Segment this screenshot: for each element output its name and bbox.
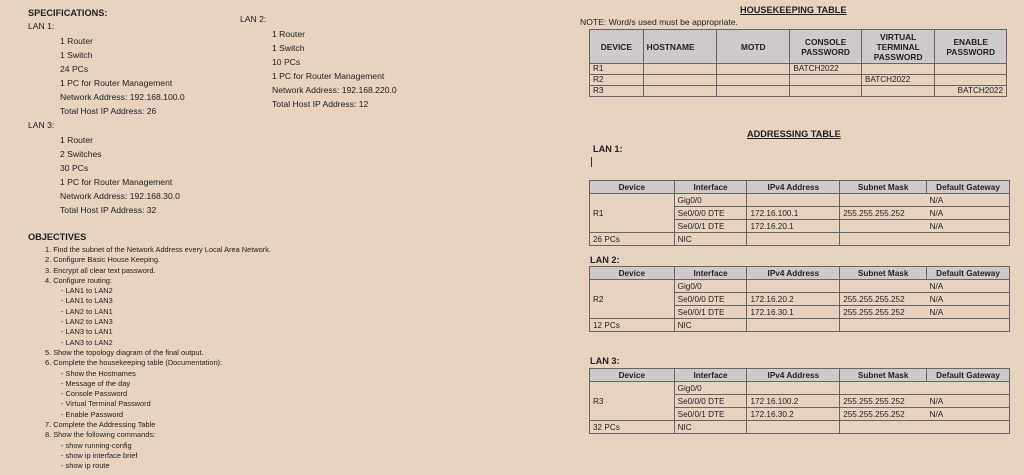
- table-cell: [747, 421, 840, 434]
- table-cell: N/A: [927, 293, 1010, 306]
- spec-line: 1 Switch: [272, 43, 305, 53]
- table-cell: Gig0/0: [674, 280, 747, 293]
- table-row: [590, 382, 1010, 395]
- objective-subline: - LAN1 to LAN2: [61, 286, 113, 296]
- header-cell: ENABLE PASSWORD: [935, 30, 1007, 64]
- table-cell: [747, 194, 840, 207]
- header-cell: Device: [590, 369, 675, 382]
- objective-line: 4. Configure routing:: [45, 275, 112, 285]
- objective-subline: - LAN2 to LAN3: [61, 317, 113, 327]
- lan1-specs: [60, 34, 185, 118]
- table-cell: 172.16.20.2: [747, 293, 840, 306]
- table-cell: BATCH2022: [861, 75, 934, 86]
- table-cell: R1: [590, 64, 644, 75]
- device-cell: R3: [590, 382, 675, 421]
- table-cell: 255.255.255.252: [840, 293, 927, 306]
- lan2-specs: [272, 27, 397, 111]
- table-cell: [840, 382, 927, 395]
- lan1-label: LAN 1:: [28, 21, 55, 31]
- table-cell: [643, 86, 716, 97]
- table-cell: NIC: [674, 319, 747, 332]
- table-cell: N/A: [927, 395, 1010, 408]
- spec-line: 10 PCs: [272, 57, 301, 67]
- header-cell: CONSOLE PASSWORD: [790, 30, 862, 64]
- addressing-table-lan1: [589, 180, 1010, 246]
- pcs-cell: 26 PCs: [590, 233, 675, 246]
- table-cell: Se0/0/1 DTE: [674, 408, 747, 421]
- table-row: [590, 319, 1010, 332]
- table-header-row: [590, 181, 1010, 194]
- table-cell: [840, 280, 927, 293]
- table-cell: Se0/0/0 DTE: [674, 207, 747, 220]
- lan3-specs: [60, 133, 180, 217]
- objective-subline: - LAN2 to LAN1: [61, 306, 113, 316]
- objective-subline: - Console Password: [61, 389, 128, 399]
- table-cell: 255.255.255.252: [840, 207, 927, 220]
- spec-line: 2 Switches: [60, 149, 102, 159]
- table-cell: [717, 75, 790, 86]
- table-cell: Gig0/0: [674, 194, 747, 207]
- objective-line: 5. Show the topology diagram of the final output.: [45, 347, 204, 357]
- objectives-list: [45, 245, 271, 472]
- table-cell: [747, 233, 840, 246]
- objective-subline: - Show the Hostnames: [61, 368, 136, 378]
- spec-line: Network Address: 192.168.30.0: [60, 191, 180, 201]
- spec-line: Network Address: 192.168.220.0: [272, 85, 397, 95]
- table-cell: 255.255.255.252: [840, 306, 927, 319]
- objective-subline: - Virtual Terminal Password: [61, 399, 151, 409]
- table-cell: N/A: [927, 194, 1010, 207]
- table-row: [590, 194, 1010, 207]
- table-cell: NIC: [674, 233, 747, 246]
- spec-line: 30 PCs: [60, 163, 89, 173]
- housekeeping-title: HOUSEKEEPING TABLE: [740, 5, 847, 15]
- table-header-row: [590, 267, 1010, 280]
- header-cell: Subnet Mask: [840, 369, 927, 382]
- objective-line: 6. Complete the housekeeping table (Documentation):: [45, 358, 223, 368]
- addressing-table-lan3: [589, 368, 1010, 434]
- table-cell: [840, 194, 927, 207]
- header-cell: DEVICE: [590, 30, 644, 64]
- objective-subline: - show ip interface brief: [61, 450, 138, 460]
- table-cell: [717, 64, 790, 75]
- addressing-table-lan2: [589, 266, 1010, 332]
- objective-line: 8. Show the following commands:: [45, 430, 156, 440]
- objective-subline: - LAN3 to LAN1: [61, 327, 113, 337]
- spec-line: 1 PC for Router Management: [272, 71, 385, 81]
- table-cell: [861, 64, 934, 75]
- table-cell: 172.16.20.1: [747, 220, 840, 233]
- header-cell: Default Gateway: [927, 369, 1010, 382]
- text-cursor: [591, 157, 592, 167]
- spec-line: Total Host IP Address: 26: [60, 106, 157, 116]
- objective-subline: - Message of the day: [61, 378, 131, 388]
- header-cell: Default Gateway: [927, 181, 1010, 194]
- spec-line: 1 PC for Router Management: [60, 78, 173, 88]
- header-cell: Subnet Mask: [840, 267, 927, 280]
- pcs-cell: 32 PCs: [590, 421, 675, 434]
- objective-line: 2. Configure Basic House Keeping.: [45, 255, 161, 265]
- table-cell: [790, 75, 862, 86]
- objective-subline: - LAN3 to LAN2: [61, 337, 113, 347]
- table-cell: 255.255.255.252: [840, 395, 927, 408]
- header-cell: Subnet Mask: [840, 181, 927, 194]
- table-row: [590, 64, 1007, 75]
- objective-line: 3. Encrypt all clear text password.: [45, 265, 156, 275]
- table-row: [590, 280, 1010, 293]
- table-cell: BATCH2022: [935, 86, 1007, 97]
- table-cell: R3: [590, 86, 644, 97]
- table-cell: N/A: [927, 207, 1010, 220]
- table-cell: 172.16.100.2: [747, 395, 840, 408]
- table-cell: Se0/0/1 DTE: [674, 306, 747, 319]
- table-cell: Gig0/0: [674, 382, 747, 395]
- header-cell: Device: [590, 267, 675, 280]
- header-cell: HOSTNAME: [643, 30, 716, 64]
- table-cell: [935, 75, 1007, 86]
- lan1-section-label: LAN 1:: [593, 144, 623, 154]
- spec-line: 1 Router: [60, 36, 93, 46]
- objective-subline: - show ip route: [61, 461, 110, 471]
- spec-line: Network Address: 192.168.100.0: [60, 92, 185, 102]
- header-cell: IPv4 Address: [747, 181, 840, 194]
- table-cell: [643, 64, 716, 75]
- objective-subline: - Enable Password: [61, 409, 124, 419]
- objective-subline: - show running-config: [61, 440, 132, 450]
- table-cell: [840, 220, 927, 233]
- device-cell: R2: [590, 280, 675, 319]
- table-cell: [643, 75, 716, 86]
- lan2-section-label: LAN 2:: [590, 255, 620, 265]
- table-row: [590, 421, 1010, 434]
- table-cell: N/A: [927, 280, 1010, 293]
- table-cell: [840, 421, 927, 434]
- table-cell: [935, 64, 1007, 75]
- objective-line: 7. Complete the Addressing Table: [45, 420, 156, 430]
- table-cell: [927, 319, 1010, 332]
- header-cell: Device: [590, 181, 675, 194]
- table-cell: N/A: [927, 408, 1010, 421]
- table-cell: [861, 86, 934, 97]
- spec-line: 24 PCs: [60, 64, 89, 74]
- table-row: [590, 75, 1007, 86]
- header-cell: Interface: [674, 369, 747, 382]
- table-cell: [747, 280, 840, 293]
- table-cell: 172.16.100.1: [747, 207, 840, 220]
- header-cell: MOTD: [717, 30, 790, 64]
- table-header-row: [590, 30, 1007, 64]
- table-cell: 172.16.30.2: [747, 408, 840, 421]
- table-cell: [840, 233, 927, 246]
- table-cell: Se0/0/1 DTE: [674, 220, 747, 233]
- table-cell: N/A: [927, 306, 1010, 319]
- table-cell: BATCH2022: [790, 64, 862, 75]
- header-cell: IPv4 Address: [747, 267, 840, 280]
- table-cell: 172.16.30.1: [747, 306, 840, 319]
- header-cell: Interface: [674, 181, 747, 194]
- addressing-title: ADDRESSING TABLE: [747, 129, 841, 139]
- table-header-row: [590, 369, 1010, 382]
- header-cell: IPv4 Address: [747, 369, 840, 382]
- lan2-label: LAN 2:: [240, 14, 267, 24]
- spec-line: 1 Router: [60, 135, 93, 145]
- lan3-section-label: LAN 3:: [590, 356, 620, 366]
- pcs-cell: 12 PCs: [590, 319, 675, 332]
- table-cell: [927, 382, 1010, 395]
- housekeeping-table: [589, 29, 1007, 97]
- table-cell: R2: [590, 75, 644, 86]
- lan3-label: LAN 3:: [28, 120, 55, 130]
- table-cell: [927, 421, 1010, 434]
- header-cell: Default Gateway: [927, 267, 1010, 280]
- table-cell: [790, 86, 862, 97]
- table-row: [590, 233, 1010, 246]
- housekeeping-note: NOTE: Word/s used must be appropriate.: [580, 17, 738, 27]
- table-cell: Se0/0/0 DTE: [674, 395, 747, 408]
- table-cell: [717, 86, 790, 97]
- table-cell: [747, 319, 840, 332]
- table-cell: NIC: [674, 421, 747, 434]
- spec-line: 1 Router: [272, 29, 305, 39]
- spec-line: Total Host IP Address: 32: [60, 205, 157, 215]
- objective-subline: - LAN1 to LAN3: [61, 296, 113, 306]
- table-row: [590, 86, 1007, 97]
- table-cell: Se0/0/0 DTE: [674, 293, 747, 306]
- spec-line: Total Host IP Address: 12: [272, 99, 369, 109]
- specifications-title: SPECIFICATIONS:: [28, 8, 108, 18]
- table-cell: [840, 319, 927, 332]
- table-cell: 255.255.255.252: [840, 408, 927, 421]
- device-cell: R1: [590, 194, 675, 233]
- table-cell: [927, 233, 1010, 246]
- objective-line: 1. Find the subnet of the Network Address every Local Area Network.: [45, 245, 271, 254]
- header-cell: VIRTUAL TERMINAL PASSWORD: [861, 30, 934, 64]
- spec-line: 1 PC for Router Management: [60, 177, 173, 187]
- table-cell: N/A: [927, 220, 1010, 233]
- header-cell: Interface: [674, 267, 747, 280]
- table-cell: [747, 382, 840, 395]
- objectives-title: OBJECTIVES: [28, 232, 87, 242]
- spec-line: 1 Switch: [60, 50, 93, 60]
